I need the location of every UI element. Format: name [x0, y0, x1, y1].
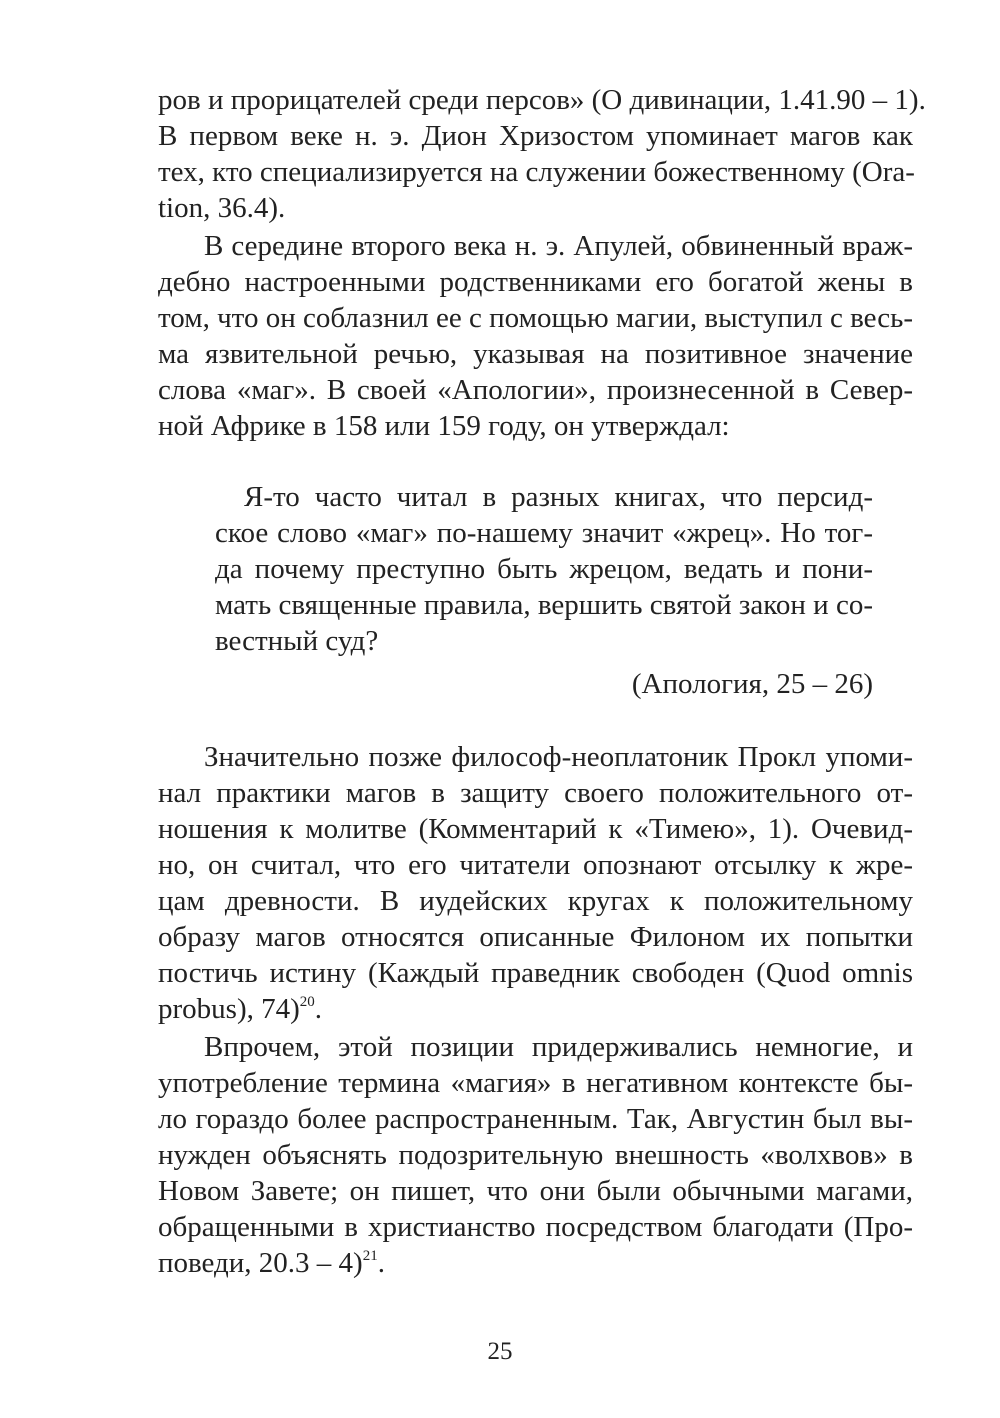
- paragraph-4-line-2: употребление термина «магия» в негативном контексте бы-: [158, 1067, 913, 1099]
- footnote-ref-20: 20: [299, 994, 315, 1010]
- paragraph-3-line-7: постичь истину (Каждый праведник свободен (Quod omnis: [158, 957, 913, 989]
- paragraph-2-line-6: ной Африке в 158 или 159 году, он утверждал:: [158, 410, 730, 442]
- quote-line-4: мать священные правила, вершить святой закон и со-: [215, 589, 873, 621]
- paragraph-4-line-6: обращенными в христианство посредством благодати (Про-: [158, 1211, 913, 1243]
- quote-line-5: вестный суд?: [215, 625, 379, 657]
- quote-line-1: Я-то часто читал в разных книгах, что персид-: [244, 481, 873, 513]
- paragraph-3-line-2: нал практики магов в защиту своего положительного от-: [158, 777, 913, 809]
- paragraph-4-line-4: нужден объяснять подозрительную внешность «волхвов» в: [158, 1139, 913, 1171]
- paragraph-4-line-1: Впрочем, этой позиции придерживались немногие, и: [204, 1031, 913, 1063]
- paragraph-4-line-7: поведи, 20.3 – 4)$^{21}$.: [158, 1247, 385, 1279]
- paragraph-3-line-8-text: probus), 74): [158, 993, 300, 1025]
- paragraph-4-line-7-text: поведи, 20.3 – 4): [158, 1247, 363, 1279]
- paragraph-3-line-4: но, он считал, что его читатели опознают отсылку к жре-: [158, 849, 913, 881]
- quote-line-3: да почему преступно быть жрецом, ведать и пони-: [215, 553, 873, 585]
- paragraph-2-line-5: слова «маг». В своей «Апологии», произнесенной в Север-: [158, 374, 913, 406]
- quote-citation: (Апология, 25 – 26): [631, 668, 873, 700]
- paragraph-1-line-1: ров и прорицателей среди персов» (О дивинации, 1.41.90 – 1).: [158, 84, 926, 116]
- page-number: 25: [487, 1338, 513, 1365]
- paragraph-1-line-2: В первом веке н. э. Дион Хризостом упоминает магов как: [158, 120, 913, 152]
- paragraph-2-line-1: В середине второго века н. э. Апулей, обвиненный враж-: [204, 230, 913, 262]
- paragraph-3-line-5: цам древности. В иудейских кругах к положительному: [158, 885, 913, 917]
- paragraph-2-line-3: том, что он соблазнил ее с помощью магии, выступил с весь-: [158, 302, 913, 334]
- paragraph-1-line-4: tion, 36.4).: [158, 192, 286, 224]
- paragraph-2-line-4: ма язвительной речью, указывая на позитивное значение: [158, 338, 913, 370]
- paragraph-2-line-2: дебно настроенными родственниками его богатой жены в: [158, 266, 913, 298]
- paragraph-4-line-5: Новом Завете; он пишет, что они были обычными магами,: [158, 1175, 913, 1207]
- paragraph-3-line-1: Значительно позже философ-неоплатоник Прокл упоми-: [204, 741, 913, 773]
- paragraph-3-line-6: образу магов относятся описанные Филоном их попытки: [158, 921, 913, 953]
- paragraph-4-line-3: ло гораздо более распространенным. Так, Августин был вы-: [158, 1103, 913, 1135]
- quote-line-2: ское слово «маг» по-нашему значит «жрец». Но тог-: [215, 517, 873, 549]
- paragraph-3-line-3: ношения к молитве (Комментарий к «Тимею», 1). Очевид-: [158, 813, 913, 845]
- footnote-ref-21: 21: [362, 1248, 378, 1264]
- paragraph-3-line-8: probus), 74)$^{20}$.: [158, 993, 323, 1025]
- paragraph-1-line-3: тех, кто специализируется на служении божественному (Ora-: [158, 156, 915, 188]
